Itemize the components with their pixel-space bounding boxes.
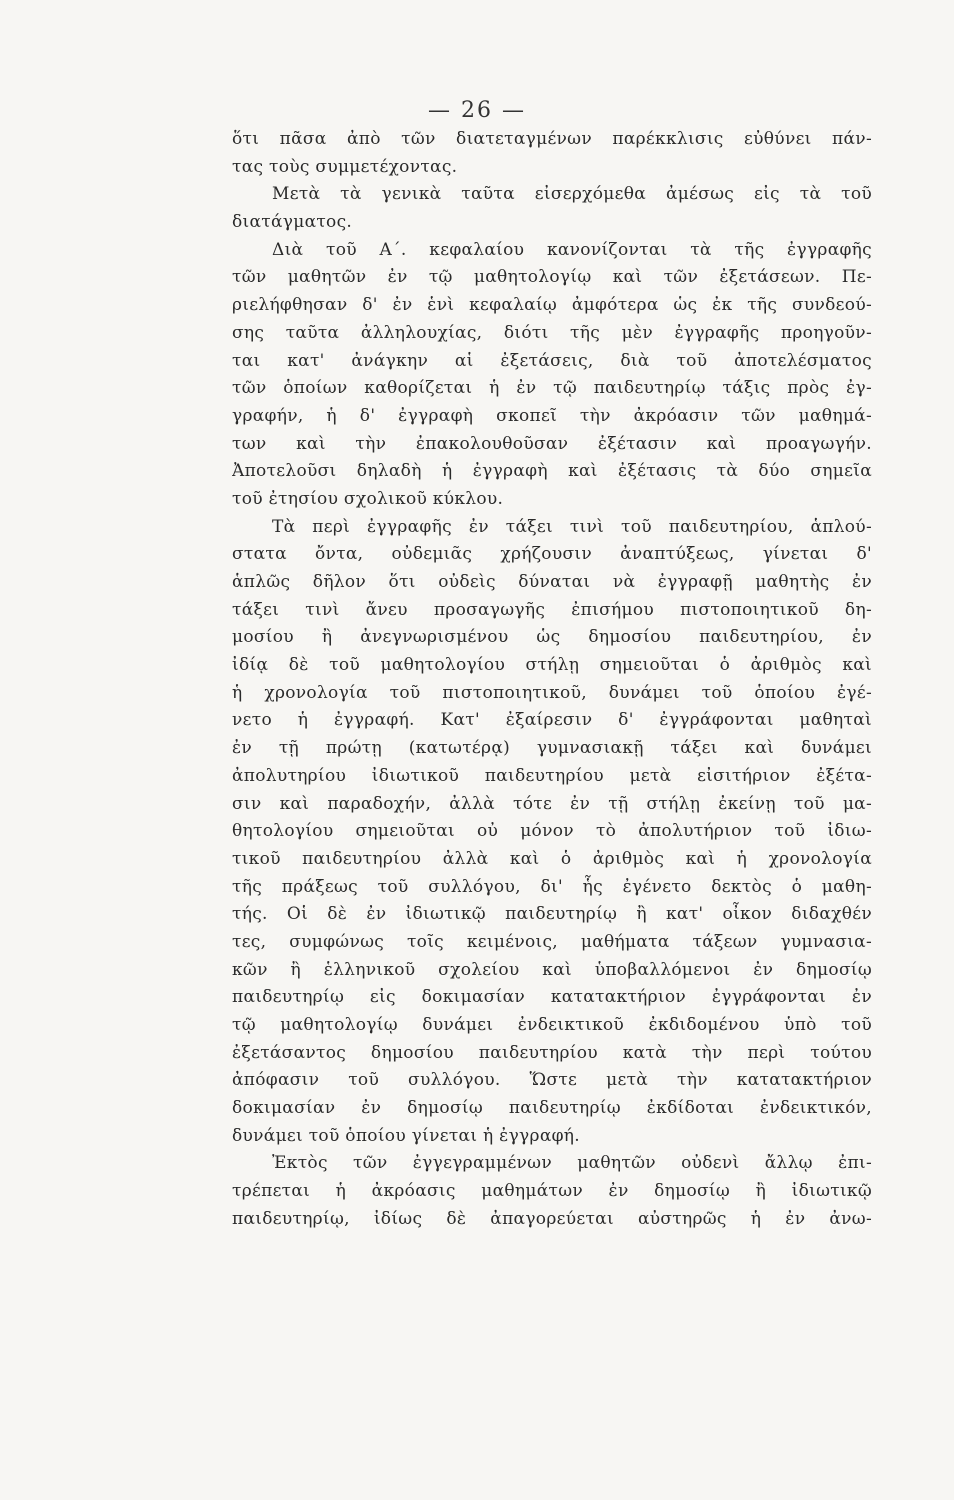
text-line: ἰδίᾳ δὲ τοῦ μαθητολογίου στήλῃ σημειοῦται ὁ ἀριθμὸς καὶ bbox=[232, 655, 872, 676]
text-line: τρέπεται ἡ ἀκρόασις μαθημάτων ἐν δημοσίῳ ἢ ἰδιωτικῷ bbox=[232, 1181, 872, 1202]
text-line: παιδευτηρίῳ εἰς δοκιμασίαν κατατακτήριον ἐγγράφονται ἐν bbox=[232, 987, 872, 1008]
text-line: σης ταῦτα ἀλληλουχίας, διότι τῆς μὲν ἐγγραφῆς προηγοῦν- bbox=[232, 322, 872, 343]
text-line: τής. Οἱ δὲ ἐν ἰδιωτικῷ παιδευτηρίῳ ἢ κατ' οἶκον διδαχθέν bbox=[232, 904, 872, 925]
text-line: δυνάμει τοῦ ὁποίου γίνεται ἡ ἐγγραφή. bbox=[232, 1125, 580, 1146]
text-line: παιδευτηρίῳ, ἰδίως δὲ ἀπαγορεύεται αὐστηρῶς ἡ ἐν ἀνω- bbox=[232, 1208, 872, 1229]
text-line: κῶν ἢ ἑλληνικοῦ σχολείου καὶ ὑποβαλλόμενοι ἐν δημοσίῳ bbox=[232, 959, 872, 980]
text-line: δοκιμασίαν ἐν δημοσίῳ παιδευτηρίῳ ἐκδίδοται ἐνδεικτικόν, bbox=[232, 1098, 872, 1119]
text-line: θητολογίου σημειοῦται οὐ μόνον τὸ ἀπολυτήριον τοῦ ἰδιω- bbox=[232, 821, 872, 842]
text-line: ἀπόφασιν τοῦ συλλόγου. Ὥστε μετὰ τὴν κατατακτήριον bbox=[232, 1070, 872, 1091]
text-line: σιν καὶ παραδοχήν, ἀλλὰ τότε ἐν τῇ στήλῃ ἐκείνῃ τοῦ μα- bbox=[232, 793, 872, 814]
text-line: νετο ἡ ἐγγραφή. Κατ' ἐξαίρεσιν δ' ἐγγράφονται μαθηταὶ bbox=[232, 710, 872, 731]
text-line: ἡ χρονολογία τοῦ πιστοποιητικοῦ, δυνάμει τοῦ ὁποίου ἐγέ- bbox=[232, 682, 872, 703]
text-line: Μετὰ τὰ γενικὰ ταῦτα εἰσερχόμεθα ἀμέσως εἰς τὰ τοῦ bbox=[272, 184, 872, 205]
page-number: — 26 — bbox=[428, 98, 526, 123]
text-line: Ἀποτελοῦσι δηλαδὴ ἡ ἐγγραφὴ καὶ ἐξέτασις τὰ δύο σημεῖα bbox=[232, 461, 872, 482]
text-line: Ἐκτὸς τῶν ἐγγεγραμμένων μαθητῶν οὐδενὶ ἄλλῳ ἐπι- bbox=[272, 1153, 872, 1174]
text-line: μοσίου ἢ ἀνεγνωρισμένου ὡς δημοσίου παιδευτηρίου, ἐν bbox=[232, 627, 872, 648]
text-line: των καὶ τὴν ἐπακολουθοῦσαν ἐξέτασιν καὶ προαγωγήν. bbox=[232, 433, 872, 454]
text-line: Διὰ τοῦ Α΄. κεφαλαίου κανονίζονται τὰ τῆς ἐγγραφῆς bbox=[272, 239, 872, 260]
text-line: ται κατ' ἀνάγκην αἱ ἐξετάσεις, διὰ τοῦ ἀποτελέσματος bbox=[232, 350, 872, 371]
text-line: τῶν μαθητῶν ἐν τῷ μαθητολογίῳ καὶ τῶν ἐξετάσεων. Πε- bbox=[232, 267, 872, 288]
text-line: διατάγματος. bbox=[232, 212, 353, 233]
text-line: τῷ μαθητολογίῳ δυνάμει ἐνδεικτικοῦ ἐκδιδομένου ὑπὸ τοῦ bbox=[232, 1015, 872, 1035]
text-line: στατα ὄντα, οὐδεμιᾶς χρήζουσιν ἀναπτύξεως, γίνεται δ' bbox=[232, 544, 872, 565]
text-line: τες, συμφώνως τοῖς κειμένοις, μαθήματα τάξεων γυμνασια- bbox=[232, 931, 872, 952]
text-line: ἐξετάσαντος δημοσίου παιδευτηρίου κατὰ τὴν περὶ τούτου bbox=[232, 1042, 872, 1063]
text-line: τῆς πράξεως τοῦ συλλόγου, δι' ἧς ἐγένετο δεκτὸς ὁ μαθη- bbox=[232, 876, 872, 897]
text-line: τας τοὺς συμμετέχοντας. bbox=[232, 156, 458, 177]
text-line: Τὰ περὶ ἐγγραφῆς ἐν τάξει τινὶ τοῦ παιδευτηρίου, ἁπλού- bbox=[272, 516, 872, 537]
text-line: ριελήφθησαν δ' ἐν ἑνὶ κεφαλαίῳ ἀμφότερα ὡς ἐκ τῆς συνδεού- bbox=[232, 295, 872, 316]
text-line: τικοῦ παιδευτηρίου ἀλλὰ καὶ ὁ ἀριθμὸς καὶ ἡ χρονολογία bbox=[232, 848, 872, 869]
text-line: τάξει τινὶ ἄνευ προσαγωγῆς ἐπισήμου πιστοποιητικοῦ δη- bbox=[232, 599, 872, 620]
text-line: τοῦ ἐτησίου σχολικοῦ κύκλου. bbox=[232, 488, 504, 509]
text-line: ἀπολυτηρίου ἰδιωτικοῦ παιδευτηρίου μετὰ εἰσιτήριον ἐξέτα- bbox=[232, 765, 872, 786]
text-line: ὅτι πᾶσα ἀπὸ τῶν διατεταγμένων παρέκκλισις εὐθύνει πάν- bbox=[232, 129, 872, 149]
text-line: τῶν ὁποίων καθορίζεται ἡ ἐν τῷ παιδευτηρίῳ τάξις πρὸς ἐγ- bbox=[232, 378, 872, 399]
text-line: ἐν τῇ πρώτῃ (κατωτέρᾳ) γυμνασιακῇ τάξει καὶ δυνάμει bbox=[232, 738, 872, 759]
text-line: γραφήν, ἡ δ' ἐγγραφὴ σκοπεῖ τὴν ἀκρόασιν τῶν μαθημά- bbox=[232, 405, 872, 426]
body-text bbox=[232, 126, 872, 1234]
text-line: ἁπλῶς δῆλον ὅτι οὐδεὶς δύναται νὰ ἐγγραφῇ μαθητὴς ἐν bbox=[232, 572, 872, 592]
